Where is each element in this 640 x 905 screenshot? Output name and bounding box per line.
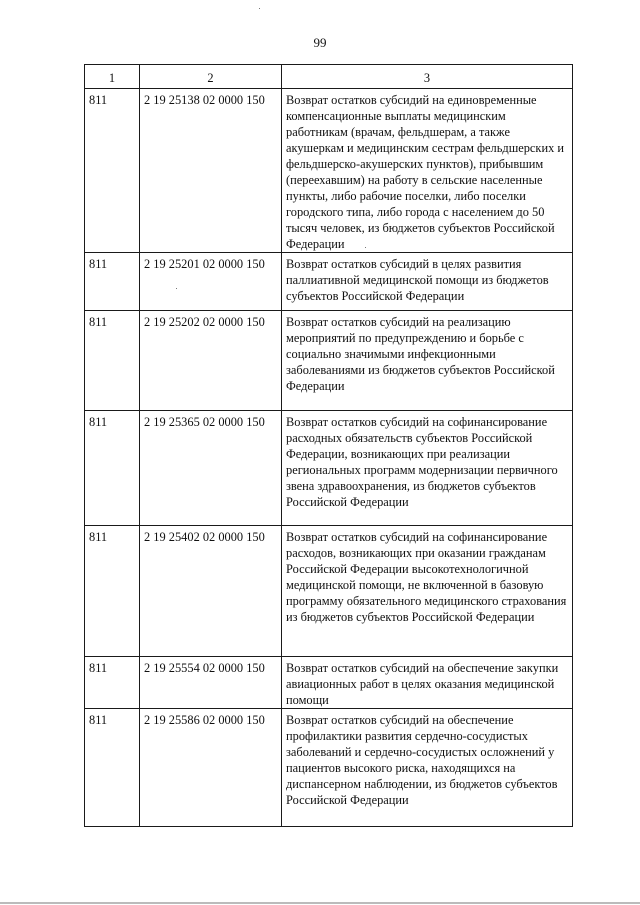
administrator-code-cell: 811 [85, 89, 140, 253]
table-row [85, 311, 573, 411]
table-row [85, 89, 573, 253]
budget-classification-code-cell: 2 19 25202 02 0000 150 [140, 311, 282, 411]
income-description-cell: Возврат остатков субсидий на единовременные компенсационные выплаты медицинским работникам (врачам, фельдшерам, а также акушеркам и медицинским сестрам фельдшерских и фельдшерско-акушерских пунктов), прибывшим (переехавшим) на работу в сельские населенные пункты, либо рабочие поселки, либо поселки городского типа, либо города с населением до 50 тысяч человек, из бюджетов субъектов Российской Федерации [282, 89, 573, 253]
income-description-cell: Возврат остатков субсидий на софинансирование расходов, возникающих при оказании гражданам Российской Федерации высокотехнологичной медицинской помощи, не включенной в базовую программу обязательного медицинского страхования из бюджетов субъектов Российской Федерации [282, 526, 573, 657]
income-description-cell: Возврат остатков субсидий на софинансирование расходных обязательств субъектов Российской Федерации, возникающих при реализации региональных программ модернизации первичного звена здравоохранения, из бюджетов субъектов Российской Федерации [282, 411, 573, 526]
administrator-code-cell: 811 [85, 311, 140, 411]
scan-speck [365, 247, 366, 248]
budget-classification-code-cell: 2 19 25365 02 0000 150 [140, 411, 282, 526]
table-row [85, 709, 573, 827]
table-row [85, 253, 573, 311]
budget-classification-code-cell: 2 19 25402 02 0000 150 [140, 526, 282, 657]
column-header-1: 1 [85, 65, 140, 89]
administrator-code-cell: 811 [85, 709, 140, 827]
income-description-cell: Возврат остатков субсидий на обеспечение профилактики развития сердечно-сосудистых заболеваний и сердечно-сосудистых осложнений у пациентов высокого риска, находящихся на диспансерном наблюдении, из бюджетов субъектов Российской Федерации [282, 709, 573, 827]
budget-classification-code-cell: 2 19 25201 02 0000 150 [140, 253, 282, 311]
column-header-2: 2 [140, 65, 282, 89]
income-description-cell: Возврат остатков субсидий на обеспечение закупки авиационных работ в целях оказания медицинской помощи [282, 657, 573, 709]
table-header [85, 65, 573, 89]
page-number: 99 [313, 35, 327, 50]
income-description-cell: Возврат остатков субсидий на реализацию мероприятий по предупреждению и борьбе с социально значимыми инфекционными заболеваниями из бюджетов субъектов Российской Федерации [282, 311, 573, 411]
administrator-code-cell: 811 [85, 526, 140, 657]
income-description-cell: Возврат остатков субсидий в целях развития паллиативной медицинской помощи из бюджетов субъектов Российской Федерации [282, 253, 573, 311]
budget-classification-code-cell: 2 19 25586 02 0000 150 [140, 709, 282, 827]
administrator-code-cell: 811 [85, 657, 140, 709]
scan-speck [176, 288, 177, 289]
table-row [85, 526, 573, 657]
budget-codes-table [84, 64, 573, 827]
table-row [85, 411, 573, 526]
budget-classification-code-cell: 2 19 25554 02 0000 150 [140, 657, 282, 709]
column-header-3: 3 [282, 65, 573, 89]
table-row [85, 657, 573, 709]
administrator-code-cell: 811 [85, 253, 140, 311]
table-body [85, 89, 573, 827]
scan-edge [0, 902, 640, 904]
header-row [85, 65, 573, 89]
budget-classification-code-cell: 2 19 25138 02 0000 150 [140, 89, 282, 253]
administrator-code-cell: 811 [85, 411, 140, 526]
scan-speck [259, 8, 260, 9]
